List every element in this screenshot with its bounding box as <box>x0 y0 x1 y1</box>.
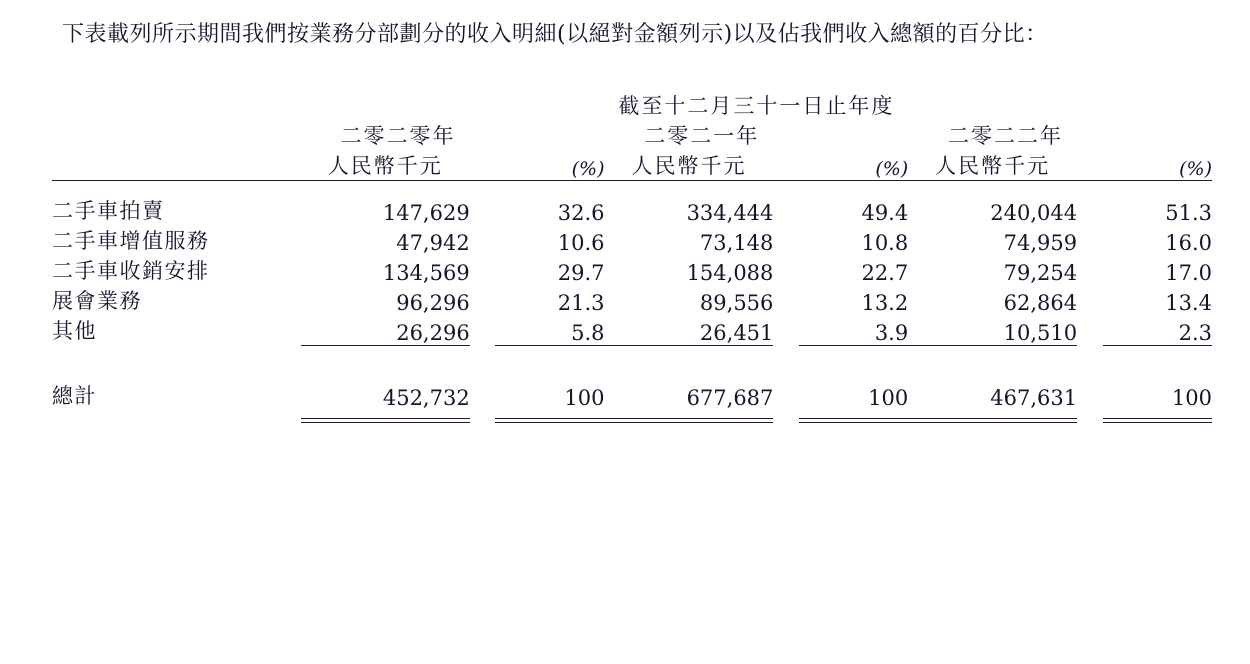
total-label: 總計 <box>52 383 97 408</box>
column-gap <box>773 225 799 255</box>
amount-2022: 74,959 <box>1003 230 1078 255</box>
total-pct-2021: 100 <box>868 385 909 410</box>
column-gap <box>1077 380 1103 410</box>
empty-cell <box>1077 150 1103 180</box>
amount-2020: 96,296 <box>396 290 470 315</box>
table-row <box>52 285 1212 315</box>
pct-2022: 16.0 <box>1165 230 1212 255</box>
empty-cell <box>52 120 301 150</box>
table-row <box>52 225 1212 255</box>
column-gap <box>470 225 496 255</box>
pct-2021: 22.7 <box>861 260 909 285</box>
column-gap <box>470 285 496 315</box>
double-rule-pct-2021 <box>799 418 908 423</box>
pct-header-2021: (%) <box>875 157 909 180</box>
column-gap <box>1077 315 1103 345</box>
total-amount-2022: 467,631 <box>990 385 1078 410</box>
amount-2022: 240,044 <box>990 200 1078 225</box>
column-gap <box>773 285 799 315</box>
amount-2020: 26,296 <box>396 320 470 345</box>
spacer-row <box>52 346 1212 380</box>
period-header: 截至十二月三十一日止年度 <box>618 93 895 118</box>
pct-2021: 13.2 <box>861 290 909 315</box>
amount-2021: 154,088 <box>686 260 774 285</box>
segment-label: 二手車收銷安排 <box>52 258 210 283</box>
total-row <box>52 380 1212 410</box>
empty-cell <box>470 150 496 180</box>
column-gap <box>470 380 496 410</box>
double-rule-pct-2020 <box>495 418 604 423</box>
pct-2020: 32.6 <box>557 200 605 225</box>
table-row <box>52 255 1212 285</box>
amount-2020: 47,942 <box>396 230 470 255</box>
column-gap <box>773 315 799 345</box>
intro-paragraph: 下表載列所示期間我們按業務分部劃分的收入明細(以絕對金額列示)以及佔我們收入總額的百分比： <box>62 22 1048 47</box>
year-header-row <box>52 120 1212 150</box>
pct-2020: 10.6 <box>557 230 605 255</box>
column-gap <box>470 195 496 225</box>
intro-paragraph-block <box>0 0 1250 56</box>
segment-label: 展會業務 <box>52 288 142 313</box>
pct-header-2020: (%) <box>571 157 605 180</box>
empty-cell <box>495 120 604 150</box>
total-double-rule-row <box>52 418 1212 423</box>
year-header-2020: 二零二零年 <box>340 123 456 148</box>
pct-2020: 21.3 <box>557 290 605 315</box>
empty-cell <box>52 150 301 180</box>
amount-2021: 26,451 <box>699 320 774 345</box>
double-rule-pct-2022 <box>1103 418 1212 423</box>
pct-2022: 2.3 <box>1178 320 1212 345</box>
empty-cell <box>1103 120 1212 150</box>
pct-2021: 49.4 <box>861 200 909 225</box>
year-header-2021: 二零二一年 <box>644 123 760 148</box>
pct-2022: 13.4 <box>1165 290 1212 315</box>
amount-2022: 79,254 <box>1003 260 1078 285</box>
column-gap <box>1077 285 1103 315</box>
column-gap <box>470 315 496 345</box>
amount-2022: 10,510 <box>1003 320 1078 345</box>
column-gap <box>470 255 496 285</box>
pct-2022: 17.0 <box>1165 260 1212 285</box>
amount-2022: 62,864 <box>1003 290 1078 315</box>
amount-2021: 334,444 <box>686 200 774 225</box>
column-gap <box>773 380 799 410</box>
empty-cell <box>799 120 908 150</box>
spacer-row <box>52 181 1212 195</box>
pct-2021: 10.8 <box>861 230 909 255</box>
spacer-row <box>52 410 1212 418</box>
amount-2020: 134,569 <box>382 260 470 285</box>
revenue-breakdown-table <box>52 90 1212 423</box>
spacer-cell <box>52 181 1212 195</box>
table-row <box>52 315 1212 345</box>
double-rule-amount-2022 <box>908 418 1077 423</box>
spacer-cell <box>52 410 1212 418</box>
unit-header-2021: 人民幣千元 <box>631 153 747 178</box>
empty-cell <box>773 150 799 180</box>
column-gap <box>1077 225 1103 255</box>
unit-header-2020: 人民幣千元 <box>327 153 443 178</box>
pct-header-2022: (%) <box>1179 157 1212 180</box>
column-gap <box>1077 418 1103 423</box>
year-header-2022: 二零二二年 <box>948 123 1063 148</box>
pct-2021: 3.9 <box>874 320 909 345</box>
spacer-cell <box>52 346 1212 380</box>
column-gap <box>773 255 799 285</box>
unit-header-row <box>52 150 1212 180</box>
period-header-row <box>52 90 1212 120</box>
total-pct-2022: 100 <box>1171 385 1212 410</box>
amount-2021: 73,148 <box>699 230 774 255</box>
unit-header-2022: 人民幣千元 <box>935 153 1051 178</box>
pct-2022: 51.3 <box>1165 200 1212 225</box>
amount-2021: 89,556 <box>699 290 774 315</box>
total-amount-2020: 452,732 <box>382 385 470 410</box>
empty-cell <box>52 418 301 423</box>
segment-label: 二手車拍賣 <box>52 198 165 223</box>
column-gap <box>470 418 496 423</box>
column-gap <box>773 418 799 423</box>
double-rule-amount-2021 <box>605 418 774 423</box>
column-gap <box>1077 255 1103 285</box>
table-row <box>52 195 1212 225</box>
total-amount-2021: 677,687 <box>686 385 774 410</box>
segment-label: 其他 <box>52 318 97 343</box>
amount-2020: 147,629 <box>382 200 470 225</box>
total-pct-2020: 100 <box>564 385 605 410</box>
pct-2020: 5.8 <box>571 320 605 345</box>
column-gap <box>1077 195 1103 225</box>
column-gap <box>773 195 799 225</box>
double-rule-amount-2020 <box>301 418 470 423</box>
pct-2020: 29.7 <box>557 260 605 285</box>
empty-cell <box>52 90 301 120</box>
segment-label: 二手車增值服務 <box>52 228 210 253</box>
